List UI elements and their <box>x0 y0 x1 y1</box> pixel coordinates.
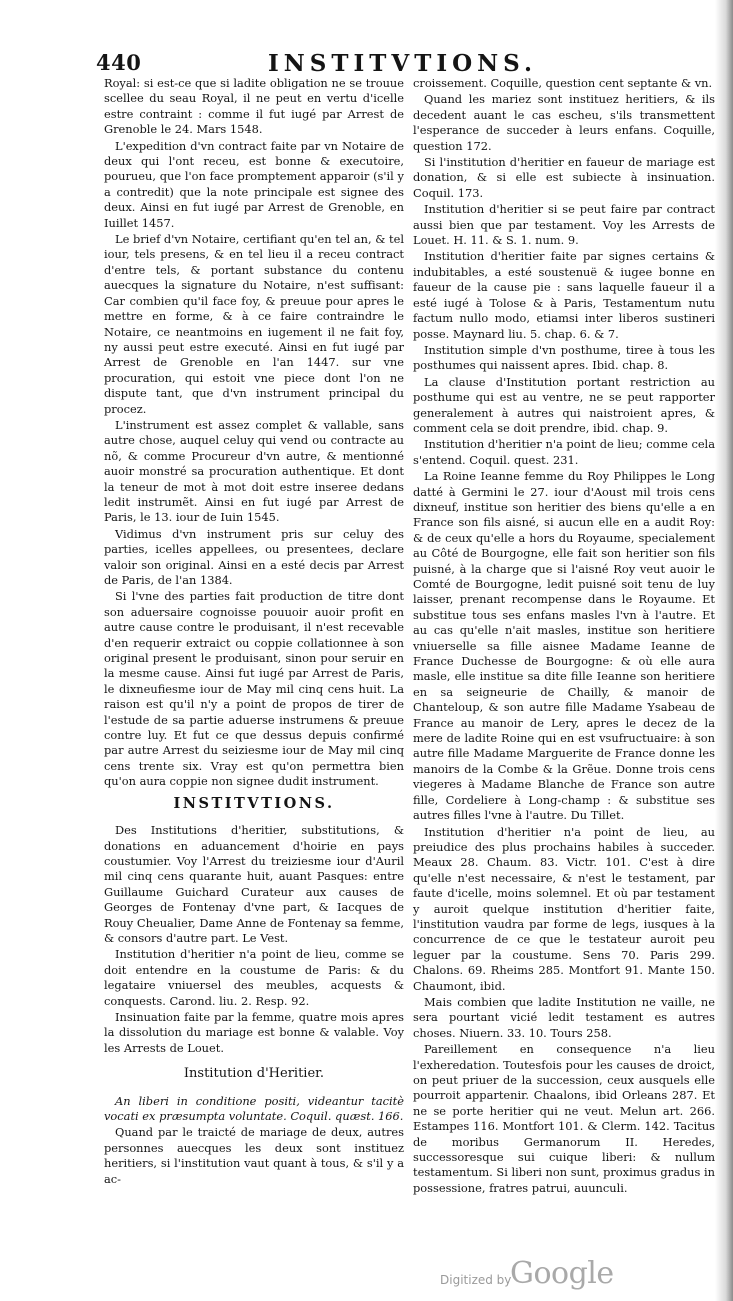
paragraph: Institution d'heritier n'a point de lieu; comme cela s'entend. Coquil. quest. 231. <box>413 437 715 467</box>
paragraph: La Roine Ieanne femme du Roy Philippes le Long datté à Germini le 27. iour d'Aoust mil trois cens dixneuf, institue son heritier des biens qu'elle a en France son fils aisné, si aucun elle en a audit Roy: & de ceux qu'elle a hors du Royaume, specialement au Côté de Bourgogne, elle fait son heritier son fils puisné, à la charge que si l'aisné Roy veut auoir le Comté de Bourgogne, ledit puisné soit tenu de luy laisser, prenant recompense dans le Royaume. Et substitue tous ses enfans masles l'vn à l'autre. Et au cas qu'elle n'ait masles, institue son heritiere vniuerselle sa fille aisnee Madame Ieanne de France Duchesse de Bourgogne: & où elle aura masle, elle institue sa dite fille Ieanne son heritiere en sa seigneurie de Chailly, & manoir de Chanteloup, & son autre fille Madame Ysabeau de France au manoir de Lery, apres le decez de la mere de ladite Roine qui en est vsufructuaire: à son autre fille Madame Marguerite de France donne les manoirs de la Combe & la Grẽue. Donne trois cens viegeres à Madame Blanche de France son autre fille, Cordeliere à Long-champ : & substitue ses autres filles l'vne à l'autre. Du Tillet. <box>413 469 715 823</box>
paragraph: Si l'vne des parties fait production de titre dont son aduersaire cognoisse pouuoir auoir profit en autre cause contre le produisant, il n'est recevable d'en requerir extraict ou coppie collationnee à son original present le produisant, sinon pour seruir en la mesme cause. Ainsi fut iugé par Arrest de Paris, le dixneufiesme iour de May mil cinq cens huit. La raison est qu'il n'y a point de propos de tirer de l'estude de sa partie aduerse instrumens & preuue contre luy. Et fut ce que dessus depuis confirmé par autre Arrest du seiziesme iour de May mil cinq cens trente six. Vray est qu'on permettra bien qu'on aura coppie non signee dudit instrument. <box>104 589 404 789</box>
paragraph: Institution d'heritier n'a point de lieu, au preiudice des plus prochains habiles à succeder. Meaux 28. Chaum. 83. Victr. 101. C'est à dire qu'elle n'est necessaire, & n'est le testament, par faute d'icelle, moins solemnel. Et où par testament y auroit quelque institution d'heritier faite, l'institution vaudra par forme de legs, iusques à la concurrence de ce que le testateur auroit peu leguer par la coustume. Sens 70. Paris 299. Chalons. 69. Rheims 285. Montfort 91. Mante 150. Chaumont, ibid. <box>413 824 715 993</box>
paragraph: Royal: si est-ce que si ladite obligation ne se trouue scellee du seau Royal, il ne peut en vertu d'icelle estre contraint : comme il fut iugé par Arrest de Grenoble le 24. Mars 1548. <box>104 76 404 137</box>
paragraph: Institution d'heritier faite par signes certains & indubitables, a esté soustenuë & iugee bonne en faueur de la cause pie : sans laquelle faueur il a esté iugé à Tolose & à Paris, Testamentum nutu factum nullo modo, etiamsi inter liberos sustineri posse. Maynard liu. 5. chap. 6. & 7. <box>413 249 715 341</box>
left-column <box>104 76 404 1188</box>
section-title: INSTITVTIONS. <box>173 794 335 812</box>
paragraph: Institution d'heritier n'a point de lieu, comme se doit entendre en la coustume de Paris: & du legataire vniuersel des meubles, acquests & conquests. Carond. liu. 2. Resp. 92. <box>104 947 404 1008</box>
paragraph: Insinuation faite par la femme, quatre mois apres la dissolution du mariage est bonne & valable. Voy les Arrests de Louet. <box>104 1009 404 1055</box>
google-logo: Google <box>510 1256 614 1291</box>
paragraph: Des Institutions d'heritier, substitutions, & donations en aduancement d'hoirie en pays coustumier. Voy l'Arrest du treiziesme iour d'Auril mil cinq cens quarante huit, auant Pasques: entre Guillaume Guichard Curateur aux causes de Georges de Fontenay d'vne part, & Iacques de Rouy Cheualier, Dame Anne de Fontenay sa femme, & consors d'autre part. Le Vest. <box>104 823 404 945</box>
running-head: INSTITVTIONS. <box>268 50 537 77</box>
paragraph: L'expedition d'vn contract faite par vn Notaire de deux qui l'ont receu, est bonne & executoire, pourueu, que l'on face promptement apparoir (s'il y a contredit) que la note principale est signee des deux. Ainsi en fut iugé par Arrest de Grenoble, en Iuillet 1457. <box>104 138 404 230</box>
right-column <box>413 76 715 1197</box>
paragraph: Quand les mariez sont instituez heritiers, & ils decedent auant le cas escheu, s'ils transmettent l'esperance de succeder à leurs enfans. Coquille, question 172. <box>413 92 715 153</box>
page-number: 440 <box>96 50 142 75</box>
digitized-by-watermark <box>440 1256 640 1300</box>
paragraph: L'instrument est assez complet & vallable, sans autre chose, auquel celuy qui vend ou contracte au nõ, & comme Procureur d'vn autre, & mentionné auoir monstré sa procuration authentique. Et dont la teneur de mot à mot doit estre inseree dedans ledit instrumẽt. Ainsi en fut iugé par Arrest de Paris, le 13. iour de Iuin 1545. <box>104 417 404 525</box>
paragraph: Mais combien que ladite Institution ne vaille, ne sera pourtant vicié ledit testament es autres choses. Niuern. 33. 10. Tours 258. <box>413 994 715 1040</box>
epigraph: An liberi in conditione positi, videantur tacitè vocati ex præsumpta voluntate. Coquil. quæst. 166. <box>104 1093 404 1123</box>
paragraph: Si l'institution d'heritier en faueur de mariage est donation, & si elle est subiecte à insinuation. Coquil. 173. <box>413 155 715 200</box>
paragraph: Institution simple d'vn posthume, tiree à tous les posthumes qui naissent apres. Ibid. chap. 8. <box>413 342 715 373</box>
page-edge-shadow <box>715 0 733 1301</box>
paragraph: Le brief d'vn Notaire, certifiant qu'en tel an, & tel iour, tels presens, & en tel lieu il a receu contract d'entre tels, & portant substance du contenu auecques la signature du Notaire, n'est suffisant: Car combien qu'il face foy, & preuue pour apres le mettre en forme, & à ce faire contraindre le Notaire, ce neantmoins en iugement il ne fait foy, ny aussi peut estre executé. Ainsi en fut iugé par Arrest de Grenoble en l'an 1447. sur vne procuration, qui estoit vne piece dont l'on ne dispute tant, que d'vn instrument principal du procez. <box>104 232 404 416</box>
paragraph: La clause d'Institution portant restriction au posthume qui est au ventre, ne se peut rapporter generalement à autres qui naistroient apres, & comment cela se doit prendre, ibid. chap. 9. <box>413 374 715 435</box>
digitized-by-label: Digitized by <box>440 1273 512 1287</box>
paragraph: Pareillement en consequence n'a lieu l'exheredation. Toutesfois pour les causes de droict, on peut priuer de la succession, ceux ausquels elle pourroit appartenir. Chaalons, ibid Orleans 287. Et ne se porte heritier qui ne veut. Melun art. 266. Estampes 116. Montfort 101. & Clerm. 142. Tacitus de moribus Germanorum II. Heredes, successoresque sui cuique liberi: & nullum testamentum. Si liberi non sunt, proximus gradus in possessione, fratres patrui, auunculi. <box>413 1042 715 1195</box>
paragraph: Institution d'heritier si se peut faire par contract aussi bien que par testament. Voy les Arrests de Louet. H. 11. & S. 1. num. 9. <box>413 202 715 248</box>
paragraph: Vidimus d'vn instrument pris sur celuy des parties, icelles appellees, ou presentees, declare valoir son original. Ainsi en a esté decis par Arrest de Paris, de l'an 1384. <box>104 526 404 587</box>
paragraph: croissement. Coquille, question cent septante & vn. <box>413 76 713 90</box>
paragraph: Quand par le traicté de mariage de deux, autres personnes auecques les deux sont instituez heritiers, si l'institution vaut quant à tous, & s'il y a ac- <box>104 1125 404 1186</box>
subheading: Institution d'Heritier. <box>183 1066 325 1082</box>
